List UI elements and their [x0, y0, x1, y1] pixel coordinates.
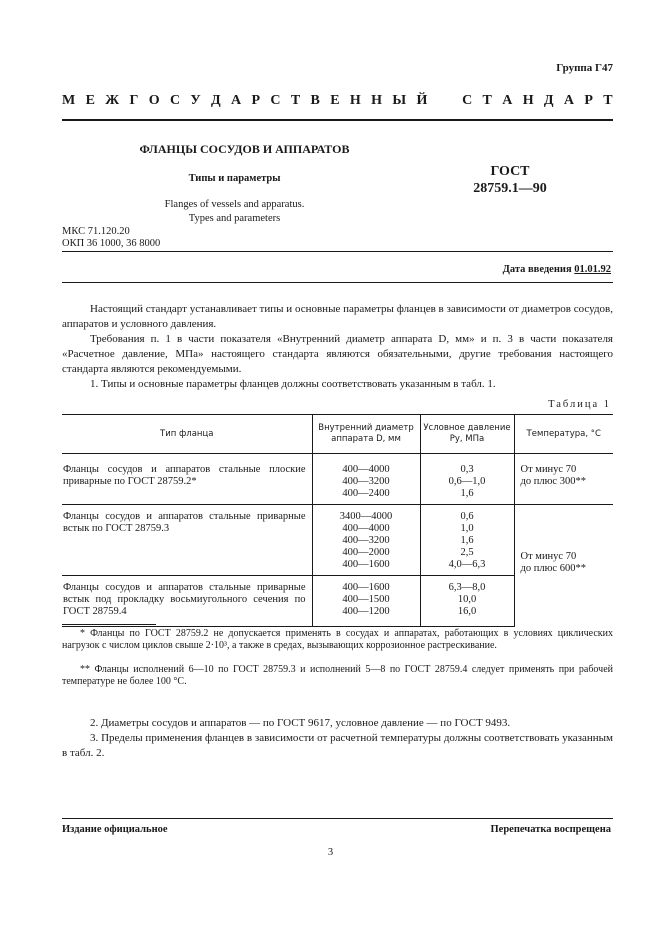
okp-code: ОКП 36 1000, 36 8000 — [62, 238, 161, 249]
banner-letter: А — [502, 93, 513, 108]
banner-letter: В — [310, 93, 320, 108]
banner-letter: Е — [330, 93, 340, 108]
banner-letter: Е — [85, 93, 95, 108]
english-title-line-2: Types and parameters — [188, 213, 281, 224]
col-header-pressure-line-1: Условное давление — [423, 423, 511, 433]
gost-label: ГОСТ — [490, 164, 530, 179]
cell-pressures: 0,6 1,0 1,6 2,5 4,0—6,3 — [420, 505, 514, 576]
banner-letter: Т — [603, 93, 613, 108]
cell-type: Фланцы сосудов и аппаратов стальные плоские приварные по ГОСТ 28759.2* — [63, 464, 306, 487]
banner-letter: Т — [290, 93, 301, 108]
table-caption: Таблица 1 — [548, 399, 611, 410]
official-edition-note: Издание официальное — [62, 824, 168, 835]
paragraph-requirements: Требования п. 1 в части показателя «Внутренний диаметр аппарата D, мм» и п. 3 в части показателя «Расчетное давление, МПа» настоящего стандарта являются обязательными, другие требования настоящего стандарта являются рекомендуемыми. — [62, 333, 613, 375]
banner-letter: Ж — [105, 93, 120, 108]
mks-code: МКС 71.120.20 — [62, 226, 130, 237]
cell-type: Фланцы сосудов и аппаратов стальные приварные встык по ГОСТ 28759.3 — [62, 505, 312, 576]
banner-letter: А — [563, 93, 575, 108]
document-title: ФЛАНЦЫ СОСУДОВ И АППАРАТОВ — [139, 142, 350, 156]
col-header-pressure-line-2: Pу, МПа — [449, 434, 485, 444]
cell-pressures: 0,3 0,6—1,0 1,6 — [420, 454, 514, 505]
banner-letter: Н — [522, 93, 534, 108]
paragraph-clause-1: 1. Типы и основные параметры фланцев должны соответствовать указанным в табл. 1. — [90, 378, 496, 390]
cell-pressures: 6,3—8,0 10,0 16,0 — [420, 576, 514, 627]
cell-temperature-text: От минус 70 до плюс 600** — [520, 551, 586, 574]
reprint-prohibited-note: Перепечатка воспрещена — [490, 824, 611, 835]
footnote-2: ** Фланцы исполнений 6—10 по ГОСТ 28759.3 и исполнений 5—8 по ГОСТ 28759.4 следует применять при рабочей температуре не более 100 °С. — [62, 664, 613, 687]
banner-gap — [438, 93, 452, 109]
document-subtitle: Типы и параметры — [188, 173, 281, 184]
paragraph-clause-3: 3. Пределы применения фланцев в зависимости от расчетной температуры должны соответствовать указанным в табл. 2. — [62, 732, 613, 759]
col-header-type: Тип фланца — [62, 415, 312, 454]
banner-letter: А — [231, 93, 242, 108]
table-header-row — [62, 415, 613, 454]
english-title — [62, 198, 407, 226]
footer-rule — [62, 818, 613, 819]
banner-letter: Й — [416, 93, 428, 108]
table-row — [62, 505, 613, 576]
page-number: 3 — [327, 847, 334, 858]
banner-letter: С — [169, 93, 181, 108]
col-header-diameter-line-1: Внутренний диаметр — [318, 423, 414, 433]
footnote-separator — [62, 624, 156, 625]
banner-letter: Р — [584, 93, 593, 108]
banner-letter: С — [270, 93, 281, 108]
paragraph-scope: Настоящий стандарт устанавливает типы и основные параметры фланцев в зависимости от диаметров сосудов, аппаратов и условного давления. — [62, 303, 613, 330]
banner-letter: У — [190, 93, 201, 108]
cell-temperature: От минус 70 до плюс 300** — [514, 454, 613, 505]
cell-temperature — [514, 505, 613, 627]
cell-diameters: 3400—4000 400—4000 400—3200 400—2000 400—1600 — [312, 505, 420, 576]
banner-rule — [62, 119, 613, 121]
col-header-temperature: Температура, °С — [514, 415, 613, 454]
banner-letter: М — [62, 93, 76, 108]
col-header-diameter — [312, 415, 420, 454]
banner-letter: С — [462, 93, 473, 108]
paragraph-clause-2: 2. Диаметры сосудов и аппаратов — по ГОСТ 9617, условное давление — по ГОСТ 9493. — [90, 717, 511, 729]
banner-letter: О — [148, 93, 160, 108]
standard-banner — [62, 93, 613, 109]
banner-letter: Д — [211, 93, 221, 108]
banner-letter: Р — [251, 93, 261, 108]
table-flange-types — [62, 414, 613, 627]
classification-codes — [62, 226, 160, 250]
banner-letter: Н — [349, 93, 361, 108]
col-header-pressure — [420, 415, 514, 454]
gost-designation — [430, 163, 590, 197]
cell-type: Фланцы сосудов и аппаратов стальные приварные встык под прокладку восьмиугольного сечения по ГОСТ 28759.4 — [62, 576, 312, 627]
cell-diameters: 400—4000 400—3200 400—2400 — [312, 454, 420, 505]
cell-diameters: 400—1600 400—1500 400—1200 — [312, 576, 420, 627]
banner-letter: Г — [129, 93, 139, 108]
banner-letter: Ы — [392, 93, 407, 108]
table-row — [62, 454, 613, 505]
intro-rule — [62, 282, 613, 283]
intro-date-label: Дата введения — [502, 264, 572, 275]
intro-date-value: 01.01.92 — [574, 264, 611, 275]
banner-letter: Н — [371, 93, 383, 108]
intro-date — [503, 264, 611, 275]
banner-letter: Т — [482, 93, 492, 108]
col-header-diameter-line-2: аппарата D, мм — [331, 434, 401, 444]
gost-number: 28759.1—90 — [473, 181, 547, 196]
group-code: Группа Г47 — [556, 62, 613, 74]
banner-letter: Д — [543, 93, 554, 108]
english-title-line-1: Flanges of vessels and apparatus. — [164, 199, 305, 210]
footnote-1: * Фланцы по ГОСТ 28759.2 не допускается применять в сосудах и аппаратах, работающих в условиях циклических нагрузок с числом циклов свыше 2·10³, а также в средах, вызывающих коррозионное растрескивание. — [62, 628, 613, 651]
title-block — [62, 142, 407, 226]
header-rule — [62, 251, 613, 252]
